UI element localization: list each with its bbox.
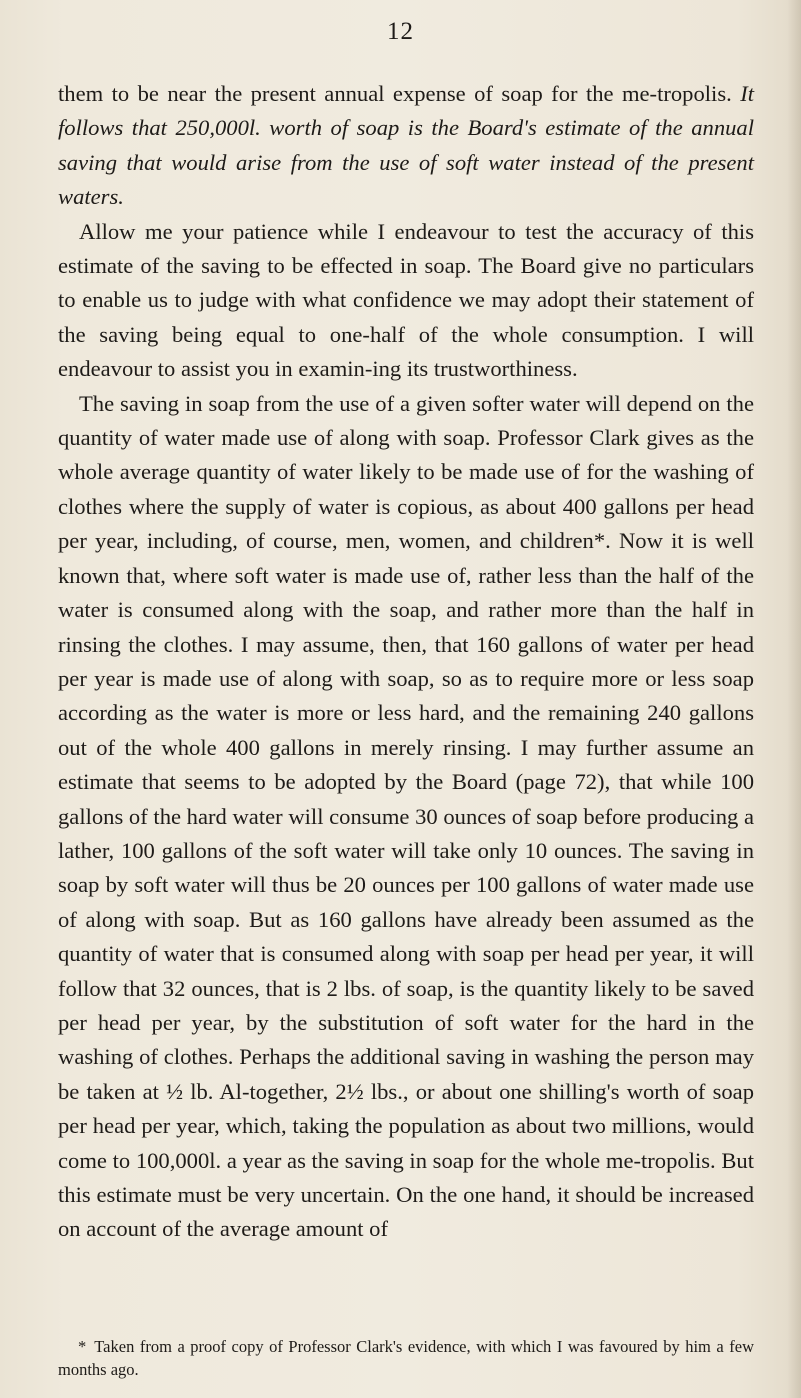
text-run: Allow me your patience while I endeavour to test the accuracy of this estimate of the saving to be effected in soap. The Board give no particulars to enable us to judge with what confidence we may adopt their statement of the saving being equal to one-half of the whole consumption. I will endeavour to assist you in examin-ing its trustworthiness. [58,218,754,382]
text-run: The saving in soap from the use of a given softer water will depend on the quantity of water made use of along with soap. Professor Clark gives as the whole average quantity of water likely to be made use of for the washing of clothes where the supply of water is copious, as about 400 gallons per head per year, including, of course, men, women, and children*. Now it is well known that, where soft water is made use of, rather less than the half of the water is consumed along with the soap, and rather more than the half in rinsing the clothes. I may assume, then, that 160 gallons of water per head per year is made use of along with soap, so as to require more or less soap according as the water is more or less hard, and the remaining 240 gallons out of the whole 400 gallons in merely rinsing. I may further assume an estimate that seems to be adopted by the Board (page 72), that while 100 gallons of the hard water will consume 30 ounces of soap before producing a lather, 100 gallons of the soft water will take only 10 ounces. The saving in soap by soft water will thus be 20 ounces per 100 gallons of water made use of along with soap. But as 160 gallons have already been assumed as the quantity of water that is consumed along with soap per head per year, it will follow that 32 ounces, that is 2 lbs. of soap, is the quantity likely to be saved per head per year, by the substitution of soft water for the hard in the washing of clothes. Perhaps the additional saving in washing the person may be taken at ½ lb. Al-together, 2½ lbs., or about one shilling's worth of soap per head per year, which, taking the population as about two millions, would come to 100,000l. a year as the saving in soap for the whole me-tropolis. But this estimate must be very uncertain. On the one hand, it should be increased on account of the average amount of [58,390,754,1242]
page-edge-shadow [787,0,801,1398]
body-text [58,77,754,1247]
paragraph [58,387,754,1247]
footnote-marker: * [78,1337,87,1356]
footnote [58,1335,754,1381]
paragraph [58,77,754,215]
paragraph [58,215,754,387]
page-number: 12 [387,18,414,45]
footnote-text: Taken from a proof copy of Professor Clark's evidence, with which I was favoured by him a few months ago. [58,1337,754,1379]
text-run: them to be near the present annual expense of soap for the me-tropolis. [58,81,741,106]
italic-text-run: It follows that 250,000l. worth of soap is the Board's estimate of the annual saving that would arise from the use of soft water instead of the present waters. [58,81,754,210]
